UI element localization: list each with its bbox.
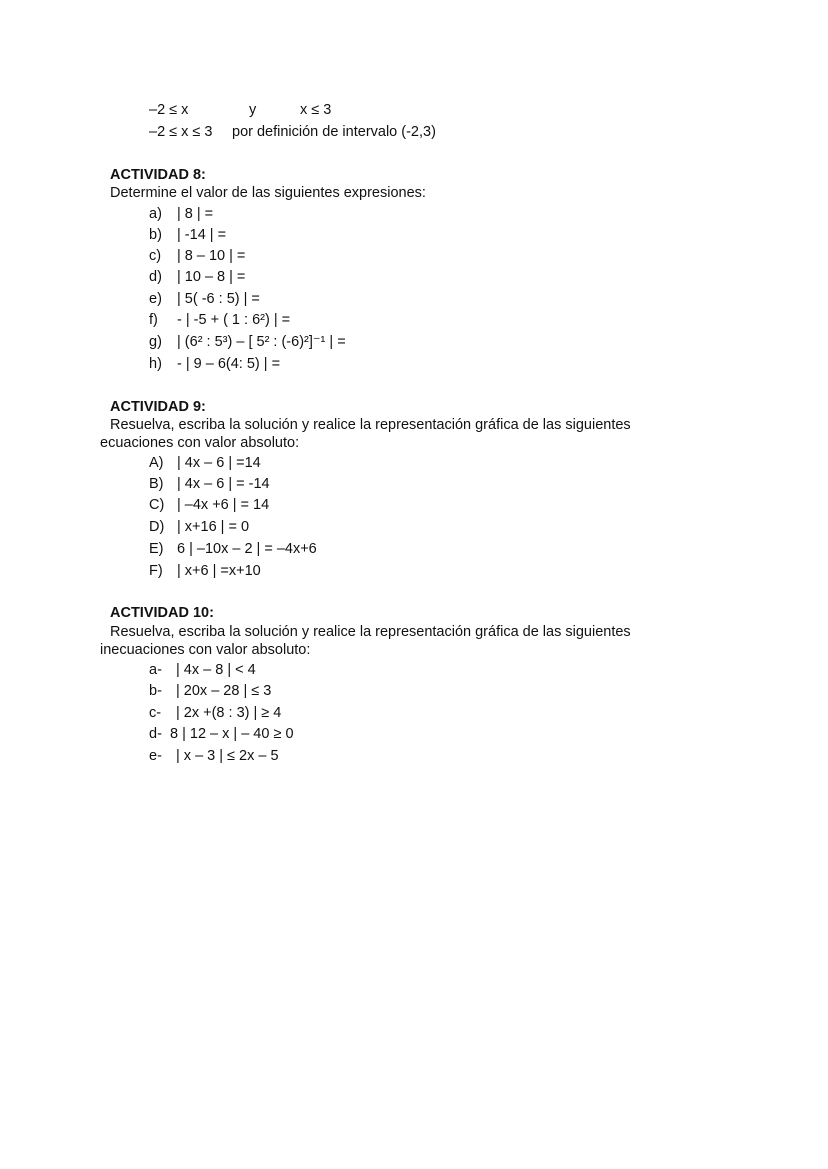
- item-expression: - | -5 + ( 1 : 6²) | =: [177, 312, 291, 328]
- activity10-instruction-line2: inecuaciones con valor absoluto:: [100, 642, 311, 658]
- item-label: a): [149, 206, 162, 222]
- item-expression: 8 | 12 – x | – 40 ≥ 0: [170, 726, 294, 742]
- activity9-instruction-line1: Resuelva, escriba la solución y realice la representación gráfica de las siguientes: [110, 417, 631, 433]
- item-label: D): [149, 519, 165, 535]
- intro-line1-connector: y: [249, 102, 257, 118]
- intro-line1-left: –2 ≤ x: [149, 102, 189, 118]
- activity9-item: [149, 562, 261, 580]
- activity9-item: [149, 540, 317, 558]
- item-expression: | 2x +(8 : 3) | ≥ 4: [176, 705, 282, 721]
- item-expression: | 5( -6 : 5) | =: [177, 291, 260, 307]
- activity8-item: [149, 290, 260, 308]
- activity10-item: [149, 725, 294, 743]
- item-label: f): [149, 312, 158, 328]
- item-label: E): [149, 541, 164, 557]
- item-expression: - | 9 – 6(4: 5) | =: [177, 356, 281, 372]
- activity10-item: [149, 682, 271, 700]
- activity8-item: [149, 355, 280, 373]
- item-label: A): [149, 455, 164, 471]
- item-label: e): [149, 291, 162, 307]
- item-label: c): [149, 248, 162, 264]
- activity8-title: ACTIVIDAD 8:: [110, 167, 206, 183]
- activity10-item: [149, 704, 281, 722]
- item-label: b): [149, 227, 162, 243]
- item-expression: | 8 – 10 | =: [177, 248, 246, 264]
- activity8-item: [149, 226, 226, 244]
- activity9-item: [149, 496, 269, 514]
- item-label: c-: [149, 705, 162, 721]
- activity9-instruction-line2: ecuaciones con valor absoluto:: [100, 435, 300, 451]
- activity9-item: [149, 518, 249, 536]
- item-label: h): [149, 356, 162, 372]
- activity10-title: ACTIVIDAD 10:: [110, 605, 214, 621]
- item-expression: | 4x – 8 | < 4: [176, 662, 256, 678]
- activity10-instruction-line1: Resuelva, escriba la solución y realice la representación gráfica de las siguientes: [110, 624, 631, 640]
- activity8-item: [149, 333, 346, 351]
- item-expression: | 4x – 6 | =14: [177, 455, 261, 471]
- item-label: d): [149, 269, 162, 285]
- item-label: B): [149, 476, 164, 492]
- item-label: e-: [149, 748, 162, 764]
- intro-line2-inequality: –2 ≤ x ≤ 3: [149, 124, 213, 140]
- item-label: g): [149, 334, 162, 350]
- activity10-item: [149, 661, 256, 679]
- item-label: b-: [149, 683, 162, 699]
- activity10-item: [149, 747, 279, 765]
- item-expression: | -14 | =: [177, 227, 227, 243]
- item-label: a-: [149, 662, 162, 678]
- activity9-title: ACTIVIDAD 9:: [110, 399, 206, 415]
- item-expression: | –4x +6 | = 14: [177, 497, 270, 513]
- item-expression: | 4x – 6 | = -14: [177, 476, 270, 492]
- item-label: C): [149, 497, 165, 513]
- activity8-item: [149, 205, 213, 223]
- item-label: F): [149, 563, 163, 579]
- item-expression: | x+6 | =x+10: [177, 563, 261, 579]
- intro-line1-right: x ≤ 3: [300, 102, 332, 118]
- activity8-item: [149, 268, 245, 286]
- item-label: d-: [149, 726, 162, 742]
- item-expression: | 8 | =: [177, 206, 214, 222]
- activity9-item: [149, 475, 270, 493]
- intro-line2-definition: por definición de intervalo (-2,3): [232, 124, 436, 140]
- activity9-item: [149, 454, 261, 472]
- item-expression: | 20x – 28 | ≤ 3: [176, 683, 272, 699]
- activity8-item: [149, 311, 290, 329]
- item-expression: | (6² : 5³) – [ 5² : (-6)²]⁻¹ | =: [177, 334, 346, 350]
- activity8-instruction: Determine el valor de las siguientes expresiones:: [110, 185, 426, 201]
- item-expression: | x+16 | = 0: [177, 519, 250, 535]
- item-expression: 6 | –10x – 2 | = –4x+6: [177, 541, 317, 557]
- item-expression: | x – 3 | ≤ 2x – 5: [176, 748, 279, 764]
- activity8-item: [149, 247, 245, 265]
- item-expression: | 10 – 8 | =: [177, 269, 246, 285]
